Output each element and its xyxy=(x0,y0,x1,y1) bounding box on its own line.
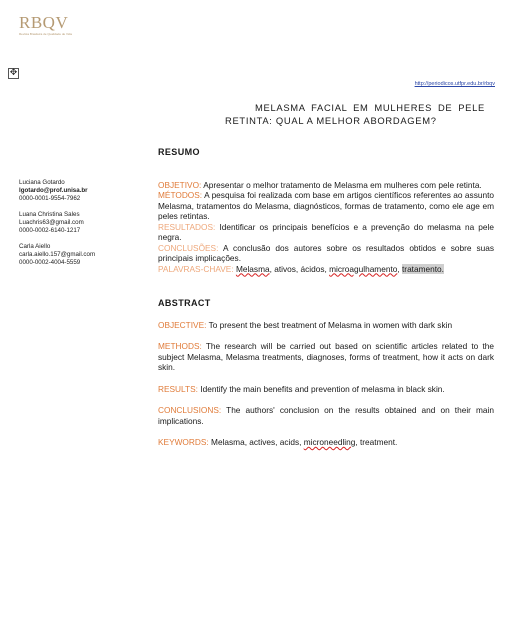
keyword-microagulhamento: microagulhamento xyxy=(329,263,398,274)
title-line-2: RETINTA: QUAL A MELHOR ABORDAGEM? xyxy=(225,115,437,126)
author-entry xyxy=(19,243,149,267)
author-name: Carla Aiello xyxy=(19,243,51,250)
authors-column xyxy=(19,179,149,275)
keywords-after: , treatment. xyxy=(355,437,398,447)
journal-url-link[interactable]: http://periodicos.utfpr.edu.br/rbqv xyxy=(414,81,495,87)
results-label: RESULTS: xyxy=(158,383,198,394)
methods-label: METHODS: xyxy=(158,341,202,351)
author-name: Luciana Gotardo xyxy=(19,179,65,186)
keyword-end: . xyxy=(441,263,444,274)
abstract-results[interactable] xyxy=(158,384,494,395)
resumo-conclusoes[interactable] xyxy=(158,243,494,264)
keywords-before: Melasma, actives, acids, xyxy=(211,437,304,447)
conclusoes-label: CONCLUSÕES: xyxy=(158,242,219,253)
metodos-label: MÉTODOS: xyxy=(158,190,203,200)
author-entry xyxy=(19,179,149,203)
resumo-keywords[interactable] xyxy=(158,264,494,275)
author-email: lgotardo@prof.unisa.br xyxy=(19,187,88,194)
resumo-metodos[interactable] xyxy=(158,190,494,222)
methods-text: The research will be carried out based on scientific articles related to the subject Melasma, Melasma treatments, diagnoses, forms of treatment, how it acts on dark skin. xyxy=(158,341,495,372)
objetivo-text: Apresentar o melhor tratamento de Melasma em mulheres com pele retinta. xyxy=(203,179,482,190)
logo-subtitle: Revista Brasileira de Qualidade de Vida xyxy=(19,32,72,36)
resumo-objetivo[interactable] xyxy=(158,180,494,191)
objetivo-label: OBJETIVO: xyxy=(158,179,202,190)
keyword-separator: , ativos, ácidos, xyxy=(269,263,330,274)
table-move-handle-icon[interactable]: ✥ xyxy=(9,68,18,78)
keyword-microneedling: microneedling xyxy=(303,437,356,447)
abstract-keywords[interactable] xyxy=(158,437,494,448)
keyword-tratamento-selected[interactable]: tratamento xyxy=(402,263,442,274)
conclusoes-text: A conclusão dos autores sobre os resultados obtidos e sobre suas principais implicações. xyxy=(158,242,494,263)
abstract-objective[interactable] xyxy=(158,320,494,331)
author-orcid: 0000-0001-9554-7962 xyxy=(19,195,81,202)
objective-text: To present the best treatment of Melasma in women with dark skin xyxy=(208,319,453,330)
conclusions-text: The authors' conclusion on the results obtained and on their main implications. xyxy=(158,405,495,426)
article-title xyxy=(225,101,485,127)
keyword-melasma: Melasma xyxy=(235,263,270,274)
title-line-1: MELASMA FACIAL EM MULHERES DE PELE xyxy=(255,102,485,113)
keyword-separator: , xyxy=(397,263,402,274)
author-entry xyxy=(19,211,149,235)
journal-logo xyxy=(19,14,71,38)
resumo-resultados[interactable] xyxy=(158,222,494,243)
author-email: carla.aiello.157@gmail.com xyxy=(19,251,96,258)
resultados-label: RESULTADOS: xyxy=(158,221,216,232)
author-orcid: 0000-0002-6140-1217 xyxy=(19,227,81,234)
abstract-conclusions[interactable] xyxy=(158,405,494,426)
abstract-heading: ABSTRACT xyxy=(158,298,211,308)
results-text: Identify the main benefits and prevention of melasma in black skin. xyxy=(200,383,445,394)
resumo-heading: RESUMO xyxy=(158,147,200,157)
author-name: Luana Christina Sales xyxy=(19,211,80,218)
author-orcid: 0000-0002-4004-5559 xyxy=(19,259,81,266)
objective-label: OBJECTIVE: xyxy=(158,319,207,330)
palavras-chave-label: PALAVRAS-CHAVE: xyxy=(158,263,234,274)
metodos-text: A pesquisa foi realizada com base em artigos científicos referentes ao assunto Melasma, tratamentos do Melasma, diagnósticos, formas de tratamento, como ele age em peles retintas. xyxy=(158,190,494,221)
abstract-body[interactable] xyxy=(158,147,494,448)
keywords-label: KEYWORDS: xyxy=(158,437,209,447)
logo-text: RBQV xyxy=(19,13,69,32)
abstract-methods[interactable] xyxy=(158,341,494,373)
author-email: Luachris63@gmail.com xyxy=(19,219,84,226)
conclusions-label: CONCLUSIONS: xyxy=(158,405,222,415)
resultados-text: Identificar os principais benefícios e a prevenção do melasma na pele negra. xyxy=(158,221,494,242)
